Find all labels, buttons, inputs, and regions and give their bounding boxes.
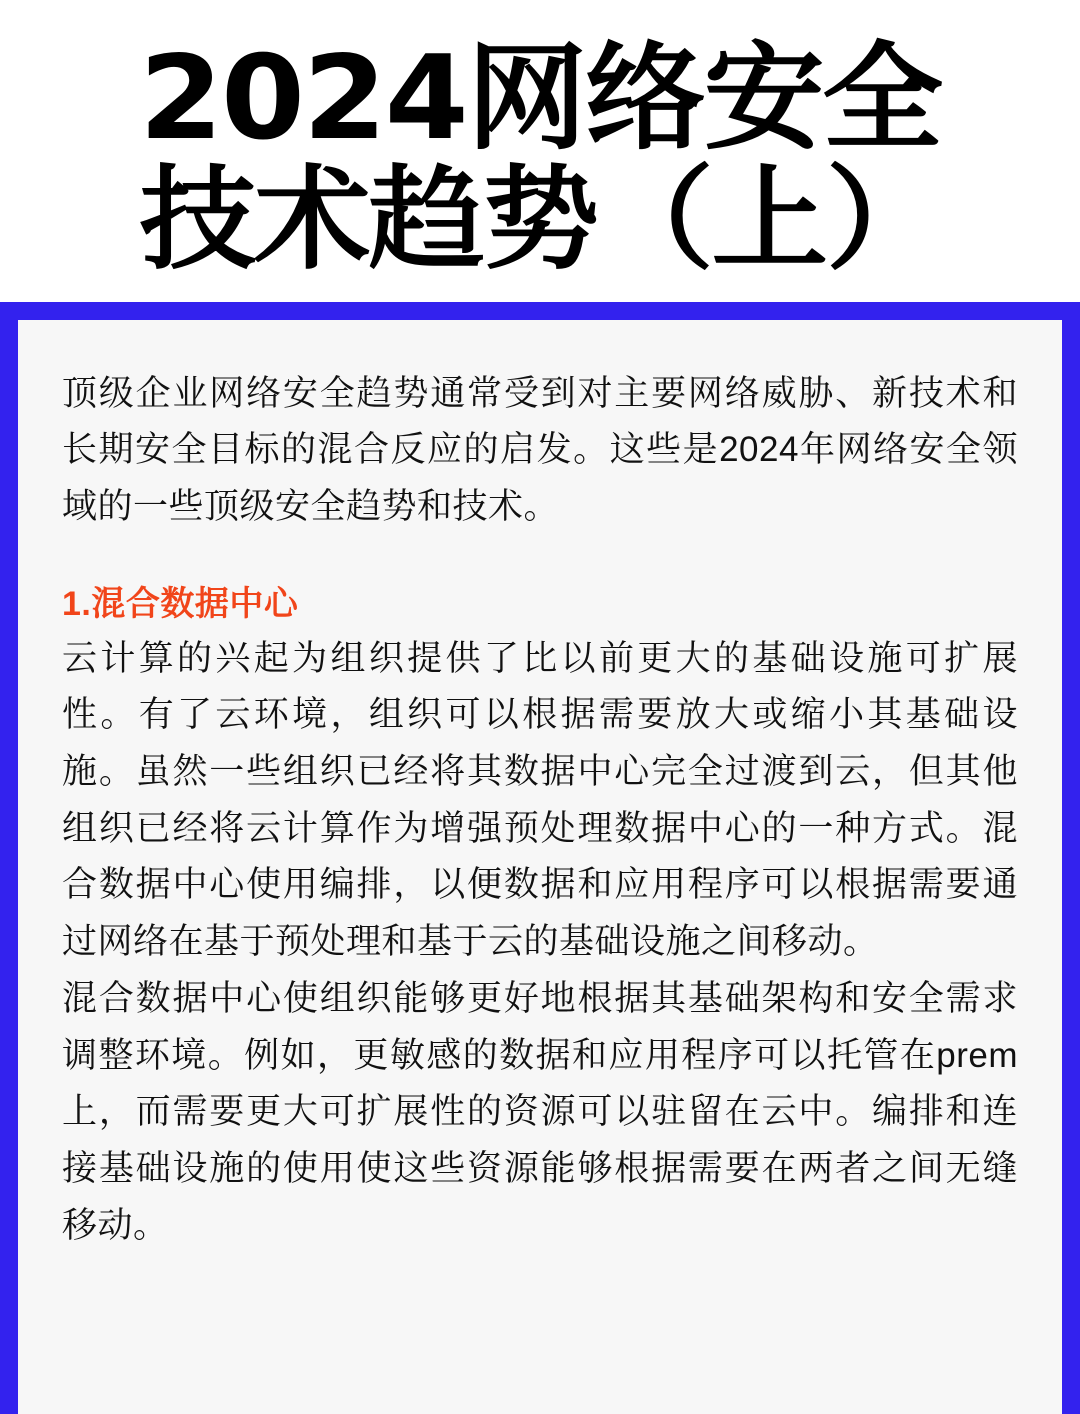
section-1-paragraph-1: 云计算的兴起为组织提供了比以前更大的基础设施可扩展性。有了云环境，组织可以根据需要放大或缩小其基础设施。虽然一些组织已经将其数据中心完全过渡到云，但其他组织已经将云计算作为增强预处理数据中心的一种方式。混合数据中心使用编排，以便数据和应用程序可以根据需要通过网络在基于预处理和基于云的基础设施之间移动。 [62,638,1018,962]
article-body [18,320,1062,1414]
blue-frame [0,302,1080,1414]
poster-title [0,0,1080,302]
title-line-2: 技术趋势（上） [139,154,941,285]
intro-paragraph: 顶级企业网络安全趋势通常受到对主要网络威胁、新技术和长期安全目标的混合反应的启发。这些是2024年网络安全领域的一些顶级安全趋势和技术。 [62,373,1018,527]
section-heading-1: 1.混合数据中心 [62,584,299,623]
title-line-1: 2024网络安全 [139,31,941,166]
section-1-paragraph-2: 混合数据中心使组织能够更好地根据其基础架构和安全需求调整环境。例如，更敏感的数据和应用程序可以托管在prem上，而需要更大可扩展性的资源可以驻留在云中。编排和连接基础设施的使用使这些资源能够根据需要在两者之间无缝移动。 [62,978,1018,1245]
